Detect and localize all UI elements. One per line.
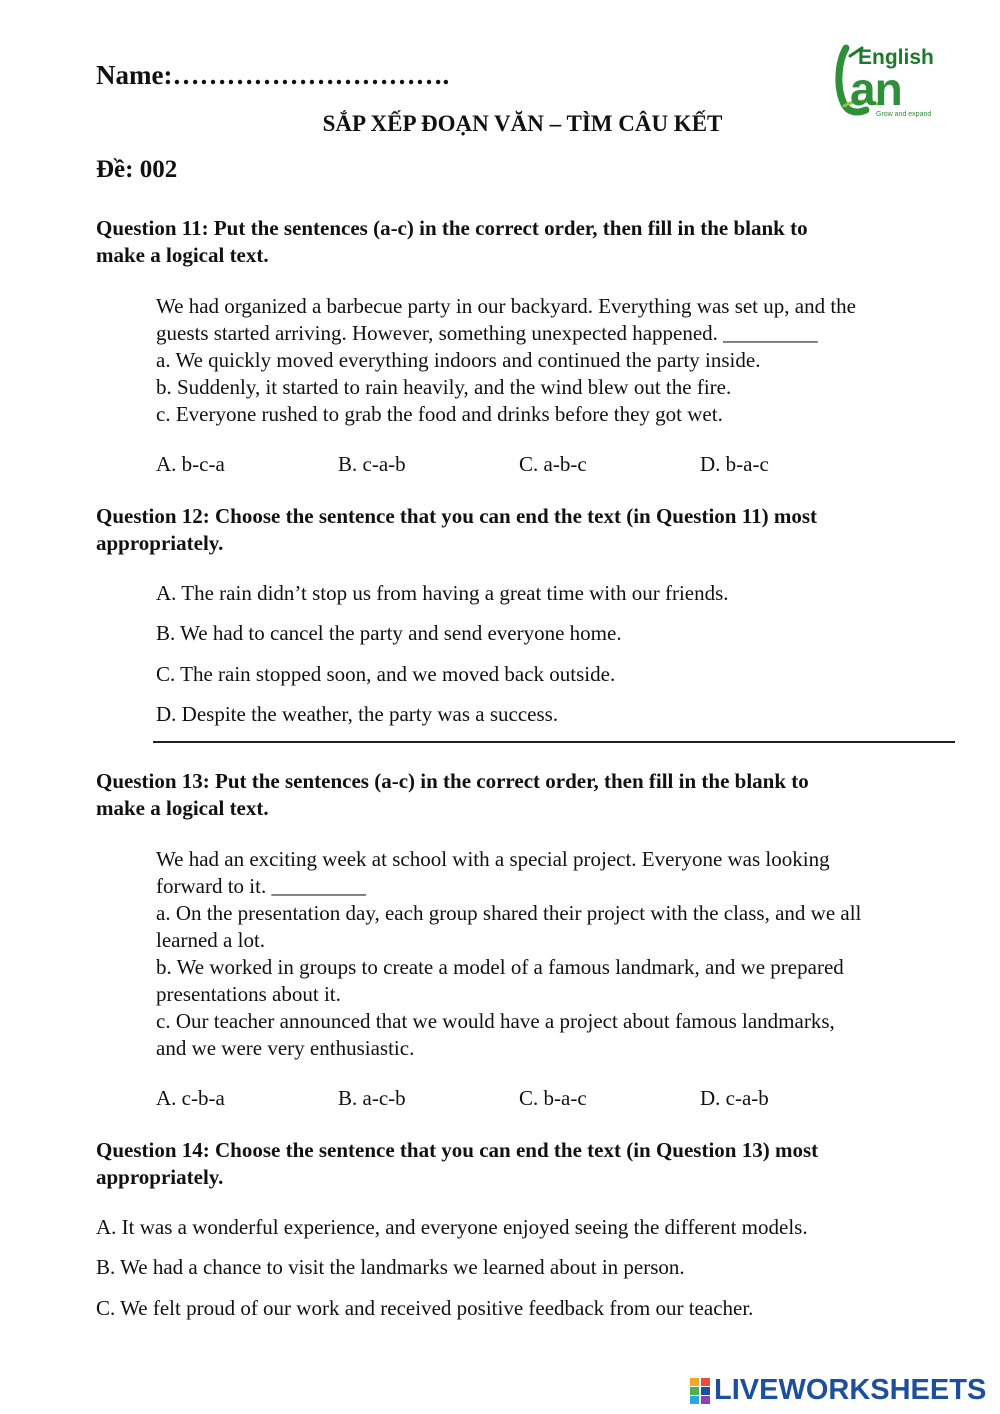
question-11-prompt-line: Question 11: Put the sentences (a-c) in the correct order, then fill in the blank to: [96, 216, 808, 240]
liveworksheets-logo-icon: [690, 1378, 710, 1404]
sentence-c-continued: and we were very enthusiastic.: [156, 1036, 415, 1060]
option-b[interactable]: B. c-a-b: [338, 452, 406, 476]
question-13-options: [156, 1086, 916, 1113]
question-12-choice-d[interactable]: D. Despite the weather, the party was a success.: [156, 702, 559, 726]
sentence-b: b. We worked in groups to create a model of a famous landmark, and we prepared: [156, 955, 844, 979]
question-11-prompt: [96, 215, 936, 269]
option-b[interactable]: B. a-c-b: [338, 1086, 406, 1110]
logo-main-text: an: [850, 63, 902, 115]
question-13-prompt-line: Question 13: Put the sentences (a-c) in the correct order, then fill in the blank to: [96, 769, 809, 793]
passage-line: guests started arriving. However, something unexpected happened. _________: [156, 321, 818, 345]
sentence-c: c. Our teacher announced that we would have a project about famous landmarks,: [156, 1009, 835, 1033]
passage-line: forward to it. _________: [156, 874, 366, 898]
question-12-choice-b[interactable]: B. We had to cancel the party and send everyone home.: [156, 621, 622, 645]
question-14-prompt-line: Question 14: Choose the sentence that you can end the text (in Question 13) most: [96, 1138, 819, 1162]
logo-tagline: Grow and expand: [876, 111, 932, 118]
logo-english-text: English: [858, 46, 934, 69]
question-11-passage: [156, 293, 956, 428]
question-12-choice-a[interactable]: A. The rain didn’t stop us from having a great time with our friends.: [156, 581, 729, 605]
question-12-prompt-line: Question 12: Choose the sentence that you can end the text (in Question 11) most: [96, 504, 817, 528]
sentence-b-continued: presentations about it.: [156, 982, 341, 1006]
liveworksheets-watermark: [690, 1374, 990, 1410]
option-c[interactable]: C. a-b-c: [519, 452, 587, 476]
question-12-choice-c[interactable]: C. The rain stopped soon, and we moved back outside.: [156, 662, 616, 686]
name-field-line: Name:………………………….: [96, 60, 450, 90]
english-lan-logo: [832, 42, 944, 122]
question-12-prompt: [96, 503, 936, 557]
question-14-prompt-line: appropriately.: [96, 1165, 224, 1189]
question-11-options: [156, 452, 916, 479]
question-14-choice-b[interactable]: B. We had a chance to visit the landmarks we learned about in person.: [96, 1255, 685, 1279]
question-14-choice-a[interactable]: A. It was a wonderful experience, and everyone enjoyed seeing the different models.: [96, 1215, 808, 1239]
passage-line: We had organized a barbecue party in our backyard. Everything was set up, and the: [156, 294, 856, 318]
question-13-passage: [156, 846, 956, 1062]
sentence-a-continued: learned a lot.: [156, 928, 266, 952]
section-divider: [153, 741, 955, 743]
sentence-c: c. Everyone rushed to grab the food and drinks before they got wet.: [156, 402, 723, 426]
option-a[interactable]: A. c-b-a: [156, 1086, 225, 1110]
option-d[interactable]: D. b-a-c: [700, 452, 769, 476]
exam-code: Đề: 002: [96, 156, 178, 183]
page-title: SẮP XẾP ĐOẠN VĂN – TÌM CÂU KẾT: [322, 111, 723, 136]
passage-line: We had an exciting week at school with a special project. Everyone was looking: [156, 847, 830, 871]
sentence-b: b. Suddenly, it started to rain heavily, and the wind blew out the fire.: [156, 375, 732, 399]
question-14-prompt: [96, 1137, 936, 1191]
option-a[interactable]: A. b-c-a: [156, 452, 225, 476]
sentence-a: a. On the presentation day, each group shared their project with the class, and we all: [156, 901, 862, 925]
sentence-a: a. We quickly moved everything indoors and continued the party inside.: [156, 348, 761, 372]
question-13-prompt: [96, 768, 936, 822]
liveworksheets-text: LIVEWORKSHEETS: [714, 1374, 987, 1406]
option-c[interactable]: C. b-a-c: [519, 1086, 587, 1110]
question-11-prompt-line: make a logical text.: [96, 243, 269, 267]
option-d[interactable]: D. c-a-b: [700, 1086, 769, 1110]
question-14-choice-c[interactable]: C. We felt proud of our work and received positive feedback from our teacher.: [96, 1296, 754, 1320]
question-12-prompt-line: appropriately.: [96, 531, 224, 555]
question-13-prompt-line: make a logical text.: [96, 796, 269, 820]
